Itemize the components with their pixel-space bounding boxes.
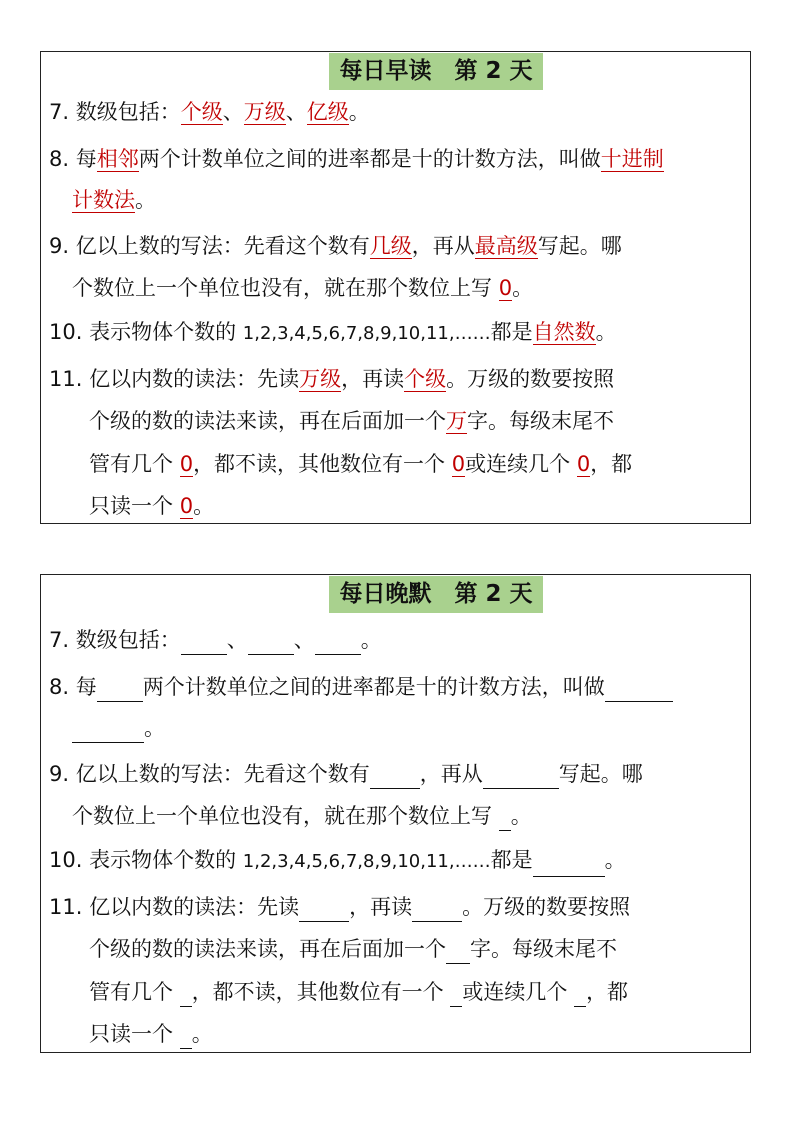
q7-suffix: 。 <box>360 628 382 652</box>
q11-blank-1[interactable] <box>299 897 349 922</box>
q11-number: 11. <box>49 895 83 919</box>
q11-line3-text-4: ，都 <box>586 980 629 1004</box>
q9-number: 9. <box>49 234 70 258</box>
q11-suffix: 。 <box>193 494 215 518</box>
q9-line2-text: 个数位上一个单位也没有，就在那个数位上写 <box>72 804 499 828</box>
q7-answer-2: 万级 <box>243 100 286 124</box>
q7-number: 7. <box>49 628 70 652</box>
q10-suffix: 。 <box>604 848 626 872</box>
q8-answer-2b: 计数法 <box>72 188 135 212</box>
q8-text: 每 <box>75 147 97 171</box>
q11-line4-text: 只读一个 <box>89 494 180 518</box>
q11-answer-2: 个级 <box>404 367 447 391</box>
q11-text-mid2: 。万级的数要按照 <box>446 367 615 391</box>
morning-q11-line3 <box>89 449 632 479</box>
q10-text: 表示物体个数的 <box>89 320 243 344</box>
q7-separator-2: 、 <box>293 628 315 652</box>
q8-suffix: 。 <box>135 188 156 212</box>
evening-q11-line1 <box>49 892 630 922</box>
q9-answer-3: 0 <box>498 276 513 300</box>
morning-title: 每日早读 第 2 天 <box>329 53 543 90</box>
q11-line3-text-2: ，都不读，其他数位有一个 <box>191 980 451 1004</box>
q9-blank-2[interactable] <box>483 764 559 789</box>
q9-blank-1[interactable] <box>370 764 420 789</box>
q8-text-mid: 两个计数单位之间的进率都是十的计数方法，叫做 <box>142 675 605 699</box>
q11-answer-6: 0 <box>576 452 591 476</box>
q11-text-mid2: 。万级的数要按照 <box>462 895 631 919</box>
q7-separator-1: 、 <box>222 100 244 124</box>
morning-q11-line1 <box>49 364 614 394</box>
q7-answer-3: 亿级 <box>306 100 349 124</box>
q10-number: 10. <box>49 848 83 872</box>
q11-blank-4[interactable] <box>180 982 192 1007</box>
q11-blank-6[interactable] <box>574 982 586 1007</box>
q11-line3-text-3: 或连续几个 <box>462 980 575 1004</box>
q8-answer-1: 相邻 <box>96 147 139 171</box>
q9-text-mid: ，再从 <box>411 234 475 258</box>
q10-text: 表示物体个数的 <box>89 848 243 872</box>
q7-separator-2: 、 <box>285 100 307 124</box>
morning-q7 <box>49 97 370 127</box>
q8-suffix: 。 <box>144 716 165 740</box>
q7-suffix: 。 <box>348 100 370 124</box>
q11-line4-text: 只读一个 <box>89 1022 180 1046</box>
q7-number: 7. <box>49 100 70 124</box>
q9-text-mid2: 写起。哪 <box>558 762 643 786</box>
q9-text: 亿以上数的写法：先看这个数有 <box>75 234 370 258</box>
q11-answer-3: 万 <box>446 409 467 433</box>
q9-suffix: 。 <box>510 804 532 828</box>
evening-q10 <box>49 845 626 875</box>
q9-answer-2: 最高级 <box>474 234 538 258</box>
evening-q8-line1 <box>49 672 673 702</box>
q8-number: 8. <box>49 147 70 171</box>
q11-suffix: 。 <box>191 1022 213 1046</box>
q7-text: 数级包括： <box>75 628 181 652</box>
q8-blank-2b[interactable] <box>72 718 144 743</box>
q11-answer-1: 万级 <box>299 367 342 391</box>
evening-q8-line2 <box>72 713 165 743</box>
morning-q10 <box>49 317 617 347</box>
evening-q11-line4 <box>89 1019 213 1049</box>
q8-answer-2a: 十进制 <box>600 147 664 171</box>
q10-answer: 自然数 <box>532 320 596 344</box>
q11-answer-4: 0 <box>179 452 194 476</box>
morning-q9-line1 <box>49 231 622 261</box>
evening-q7 <box>49 625 382 655</box>
q11-text-mid: ，再读 <box>349 895 413 919</box>
morning-q11-line2 <box>89 406 614 436</box>
q7-answer-1: 个级 <box>180 100 223 124</box>
q8-text: 每 <box>75 675 97 699</box>
q11-text: 亿以内数的读法：先读 <box>89 367 300 391</box>
evening-q9-line2 <box>72 801 532 831</box>
q8-blank-2a[interactable] <box>605 677 673 702</box>
evening-q11-line2 <box>89 934 617 964</box>
q10-text-mid: 都是 <box>490 320 533 344</box>
evening-title: 每日晚默 第 2 天 <box>329 576 543 613</box>
q8-blank-1[interactable] <box>97 677 143 702</box>
q9-number: 9. <box>49 762 70 786</box>
q9-answer-1: 几级 <box>369 234 412 258</box>
morning-q9-line2 <box>72 273 533 303</box>
q11-line3-text-4: ，都 <box>590 452 633 476</box>
q7-blank-3[interactable] <box>315 630 361 655</box>
q11-number: 11. <box>49 367 83 391</box>
q9-suffix: 。 <box>512 276 534 300</box>
q10-number: 10. <box>49 320 83 344</box>
q10-sequence: 1,2,3,4,5,6,7,8,9,10,11,…… <box>242 851 491 872</box>
q11-line3-text-3: 或连续几个 <box>465 452 577 476</box>
q9-text-mid2: 写起。哪 <box>537 234 622 258</box>
q10-blank[interactable] <box>533 852 605 877</box>
q7-blank-2[interactable] <box>248 630 294 655</box>
q7-blank-1[interactable] <box>181 630 227 655</box>
morning-q8-line2 <box>72 185 156 215</box>
q11-line3-text: 管有几个 <box>89 452 180 476</box>
q8-number: 8. <box>49 675 70 699</box>
q11-blank-5[interactable] <box>450 982 462 1007</box>
q10-sequence: 1,2,3,4,5,6,7,8,9,10,11,…… <box>242 323 491 344</box>
q11-line3-text-2: ，都不读，其他数位有一个 <box>193 452 452 476</box>
q11-blank-2[interactable] <box>412 897 462 922</box>
q7-text: 数级包括： <box>75 100 181 124</box>
q11-text: 亿以内数的读法：先读 <box>89 895 300 919</box>
q8-text-mid: 两个计数单位之间的进率都是十的计数方法，叫做 <box>138 147 601 171</box>
q9-text-mid: ，再从 <box>419 762 483 786</box>
q9-blank-3[interactable] <box>499 806 511 831</box>
q11-text-mid: ，再读 <box>341 367 405 391</box>
q11-line2-text: 个级的数的读法来读，再在后面加一个 <box>89 937 446 961</box>
evening-q11-line3 <box>89 977 628 1007</box>
q11-line2-text-end: 字。每级末尾不 <box>467 409 614 433</box>
q11-answer-5: 0 <box>451 452 466 476</box>
q7-separator-1: 、 <box>226 628 248 652</box>
q9-text: 亿以上数的写法：先看这个数有 <box>75 762 370 786</box>
q11-line2-text: 个级的数的读法来读，再在后面加一个 <box>89 409 446 433</box>
morning-reading-card <box>40 51 751 524</box>
q11-line2-text-end: 字。每级末尾不 <box>470 937 617 961</box>
q10-text-mid: 都是 <box>490 848 533 872</box>
q10-suffix: 。 <box>595 320 617 344</box>
q11-blank-7[interactable] <box>180 1024 192 1049</box>
q9-line2-text: 个数位上一个单位也没有，就在那个数位上写 <box>72 276 499 300</box>
q11-line3-text: 管有几个 <box>89 980 180 1004</box>
q11-answer-7: 0 <box>179 494 194 518</box>
morning-q8-line1 <box>49 144 664 174</box>
evening-q9-line1 <box>49 759 643 789</box>
morning-q11-line4 <box>89 491 214 521</box>
q11-blank-3[interactable] <box>446 939 470 964</box>
evening-dictation-card <box>40 574 751 1053</box>
